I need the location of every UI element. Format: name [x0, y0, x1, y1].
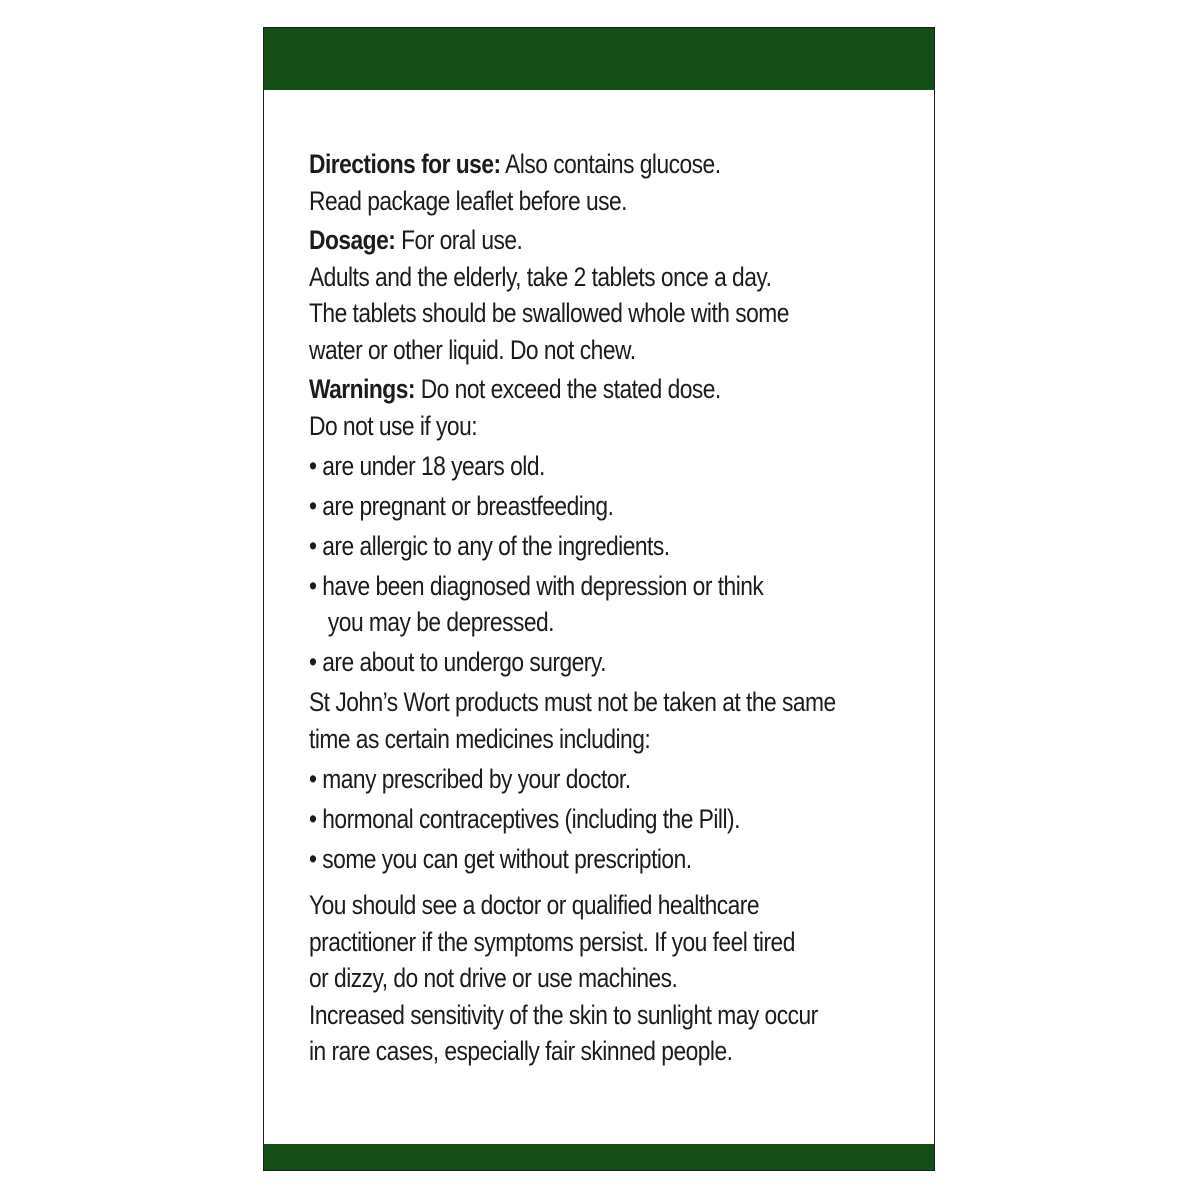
dosage-line [309, 222, 825, 259]
warning-bullet: • are allergic to any of the ingredients. [309, 530, 670, 561]
advice-line: Increased sensitivity of the skin to sunlight may occur [309, 999, 818, 1030]
warning-bullet: • have been diagnosed with depression or think [309, 570, 764, 601]
dosage-line-2: Adults and the elderly, take 2 tablets once a day. [309, 261, 772, 292]
dosage-line-4: water or other liquid. Do not chew. [309, 334, 636, 365]
warnings-text: Do not exceed the stated dose. [414, 374, 721, 404]
warning-bullet: • are under 18 years old. [309, 450, 545, 481]
advice-line: in rare cases, especially fair skinned people. [309, 1036, 733, 1066]
warnings-line [309, 371, 825, 408]
dosage-text: For oral use. [395, 225, 523, 255]
top-green-band [264, 28, 934, 90]
warning-bullet: • are about to undergo surgery. [309, 647, 606, 677]
advice-line: or dizzy, do not drive or use machines. [309, 963, 678, 993]
directions-line-2: Read package leaflet before use. [309, 185, 627, 216]
stjohns-line-1: St John’s Wort products must not be taken at the same [309, 687, 836, 717]
bottom-green-band [264, 1144, 934, 1170]
directions-label: Directions for use: [309, 149, 501, 179]
directions-text: Also contains glucose. [500, 149, 721, 179]
leaflet-panel [263, 27, 935, 1171]
advice-line: You should see a doctor or qualified healthcare [309, 890, 760, 920]
medicine-bullet: • hormonal contraceptives (including the Pill). [309, 803, 740, 834]
dosage-label: Dosage: [309, 225, 396, 255]
dosage-line-3: The tablets should be swallowed whole with some [309, 298, 789, 328]
warnings-intro: Do not use if you: [309, 410, 478, 441]
medicine-bullet: • many prescribed by your doctor. [309, 763, 631, 794]
medicine-bullet: • some you can get without prescription. [309, 843, 692, 874]
warnings-label: Warnings: [309, 374, 415, 404]
warning-bullet-continuation: you may be depressed. [327, 607, 554, 637]
directions-line [309, 146, 825, 183]
stjohns-line-2: time as certain medicines including: [309, 723, 651, 754]
warning-bullet: • are pregnant or breastfeeding. [309, 490, 614, 521]
leaflet-text [309, 146, 836, 1070]
advice-line: practitioner if the symptoms persist. If you feel tired [309, 926, 795, 957]
